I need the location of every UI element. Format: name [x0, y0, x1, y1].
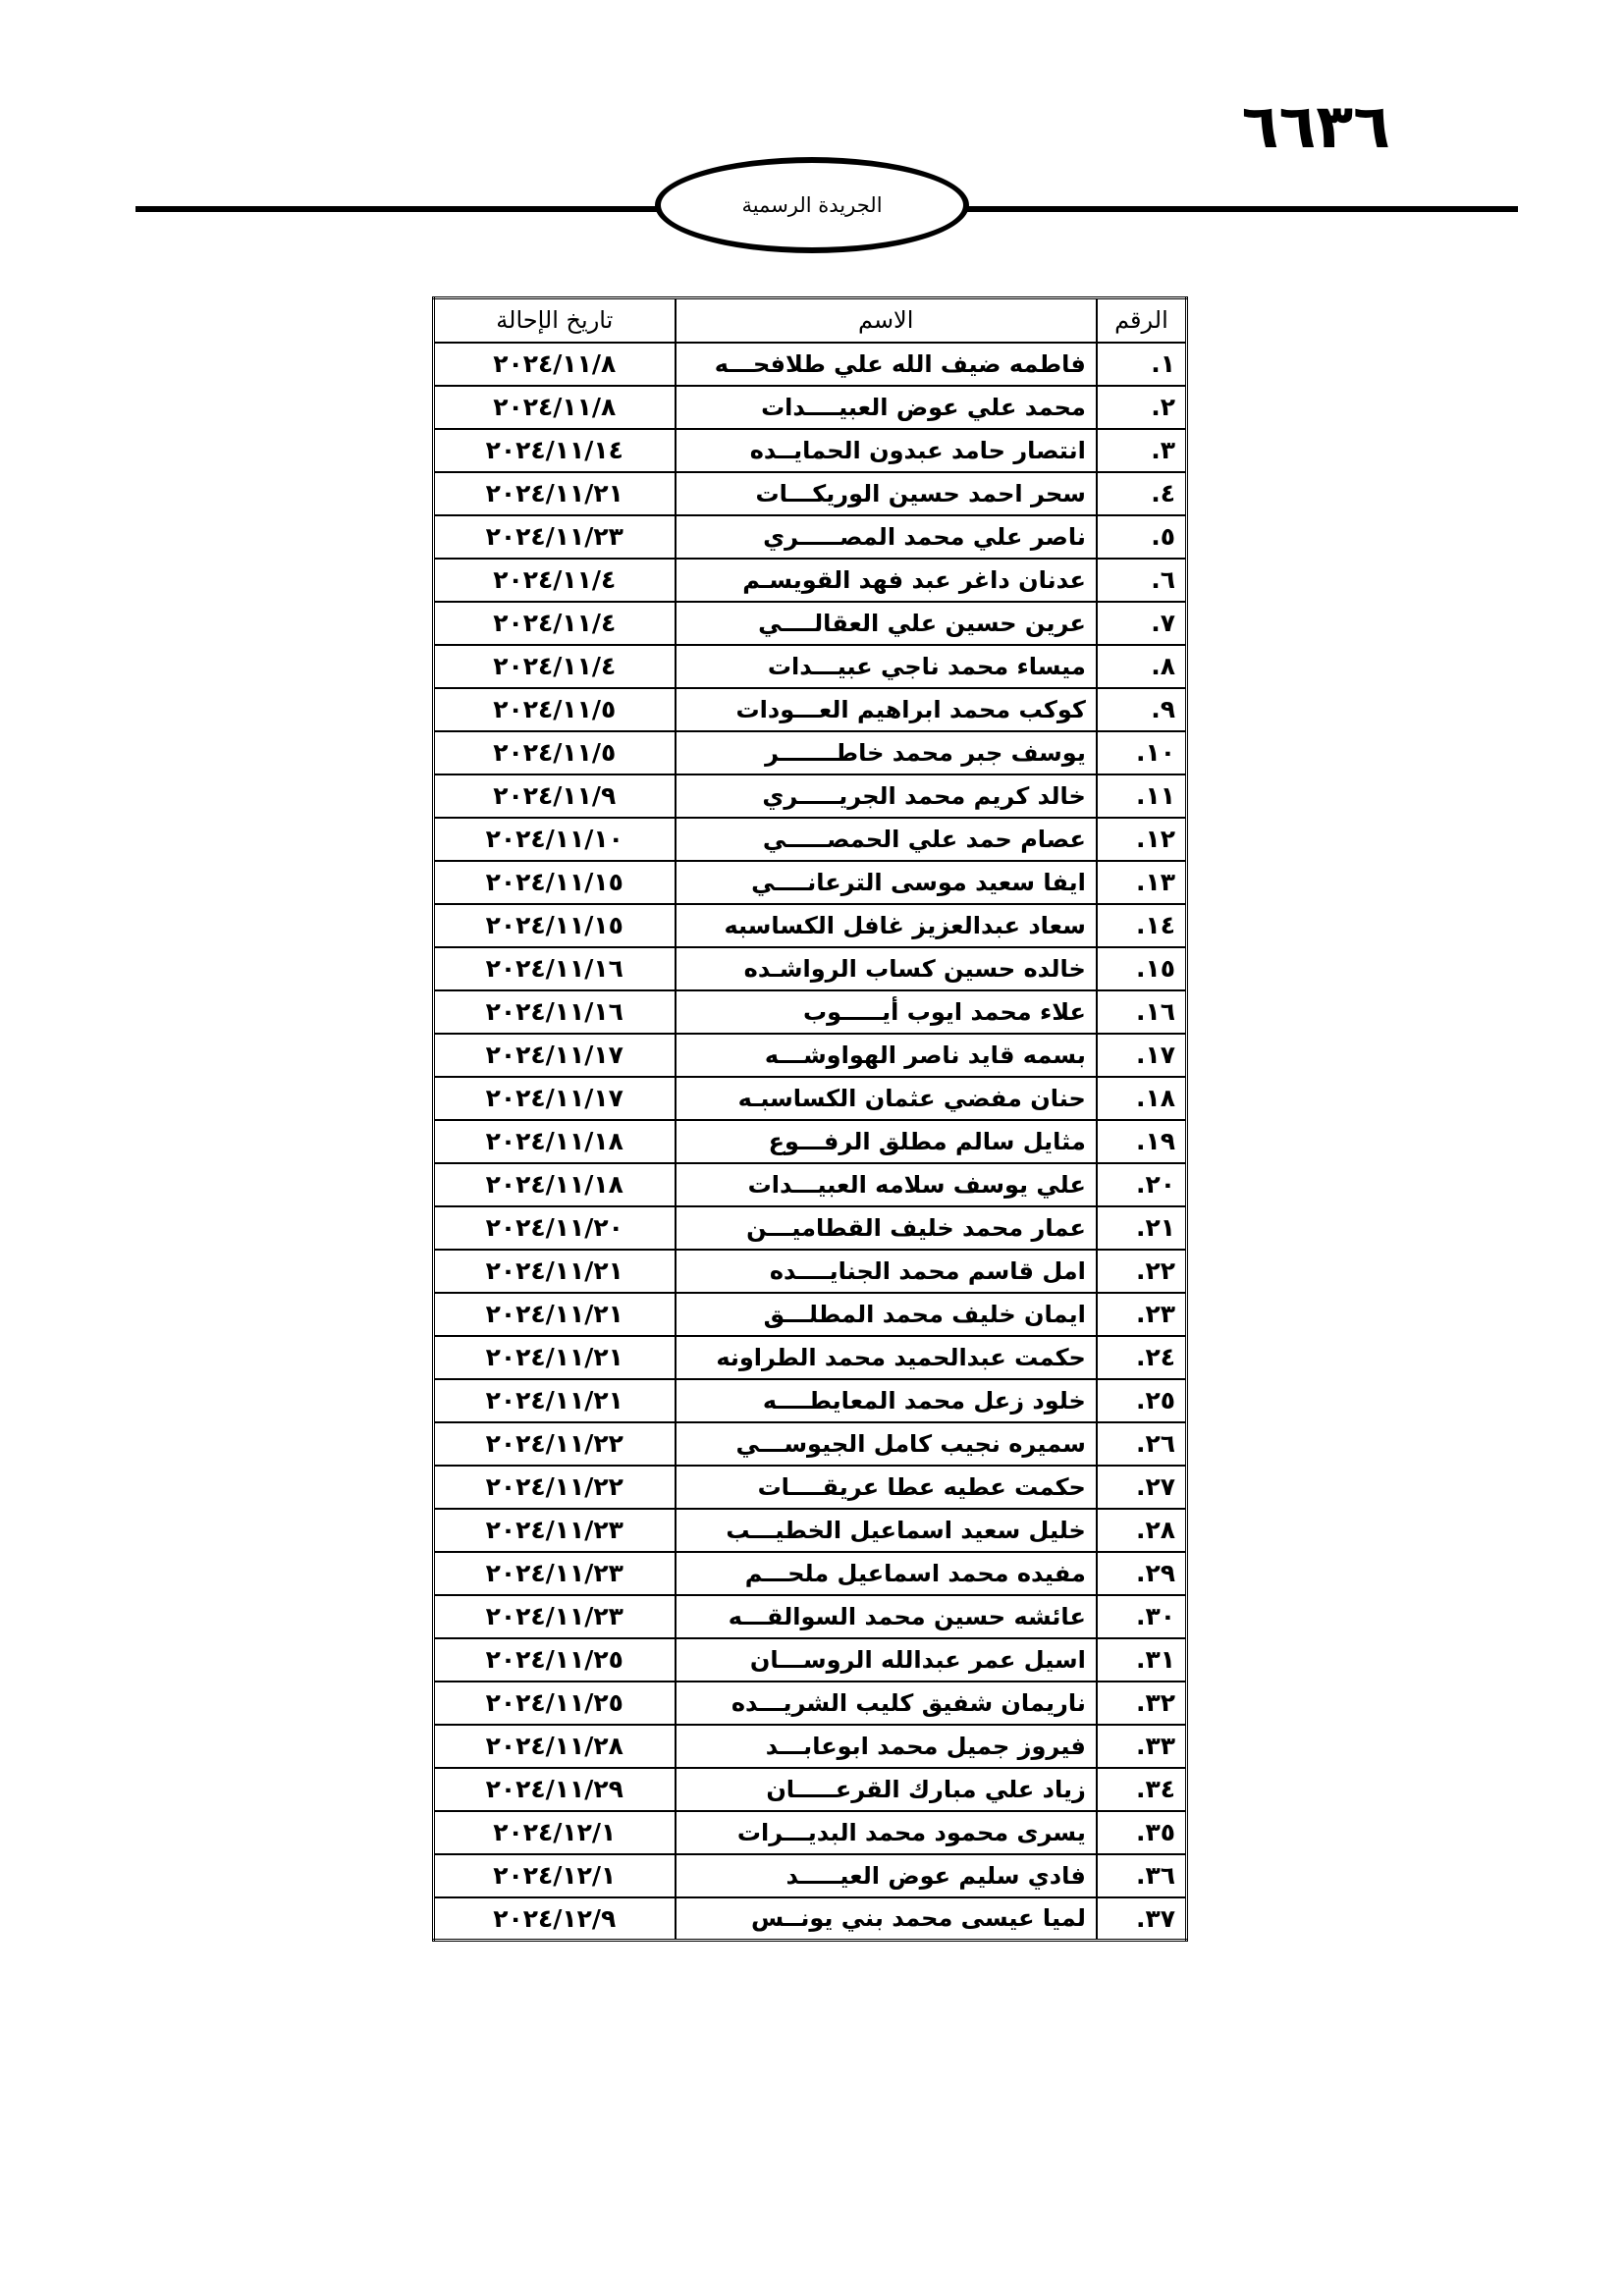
row-name: مثايل سالم مطلق الرفـــوع [676, 1120, 1097, 1163]
row-number: ١١. [1097, 774, 1187, 818]
row-date: ٢٠٢٤/١١/٢٨ [434, 1725, 676, 1768]
row-name: سعاد عبدالعزيز غافل الكساسبه [676, 904, 1097, 947]
records-table [432, 296, 1188, 1942]
table-row [434, 1163, 1187, 1206]
row-date: ٢٠٢٤/١١/٢٣ [434, 1552, 676, 1595]
row-name: ناريمان شفيق كليب الشريـــده [676, 1682, 1097, 1725]
row-date: ٢٠٢٤/١١/١٨ [434, 1120, 676, 1163]
table-row [434, 515, 1187, 559]
table-row [434, 1379, 1187, 1422]
row-number: ٣٧. [1097, 1897, 1187, 1941]
gazette-title-oval [655, 157, 969, 253]
table-row [434, 1768, 1187, 1811]
row-name: عصام حمد علي الحمصـــــي [676, 818, 1097, 861]
row-number: ٣. [1097, 429, 1187, 472]
row-name: فادي سليم عوض العيـــــد [676, 1854, 1097, 1897]
row-date: ٢٠٢٤/١١/٢٥ [434, 1638, 676, 1682]
row-name: يسرى محمود محمد البديـــرات [676, 1811, 1097, 1854]
row-date: ٢٠٢٤/١١/١٧ [434, 1034, 676, 1077]
row-date: ٢٠٢٤/١١/٥ [434, 731, 676, 774]
row-number: ٦. [1097, 559, 1187, 602]
row-name: فاطمه ضيف الله علي طلافحـــه [676, 343, 1097, 386]
row-number: ١٢. [1097, 818, 1187, 861]
row-name: علاء محمد ايوب أيـــــوب [676, 990, 1097, 1034]
row-date: ٢٠٢٤/١٢/١ [434, 1811, 676, 1854]
row-number: ١٧. [1097, 1034, 1187, 1077]
row-date: ٢٠٢٤/١١/١٥ [434, 904, 676, 947]
gazette-title: الجريدة الرسمية [741, 193, 883, 217]
row-name: حكمت عطيه عطا عريقــــات [676, 1466, 1097, 1509]
row-name: سميره نجيب كامل الجيوســـي [676, 1422, 1097, 1466]
row-number: ٣٣. [1097, 1725, 1187, 1768]
row-name: حكمت عبدالحميد محمد الطراونه [676, 1336, 1097, 1379]
table-row [434, 1422, 1187, 1466]
row-date: ٢٠٢٤/١١/٩ [434, 774, 676, 818]
page-number: ٦٦٣٦ [1241, 90, 1390, 162]
table-row [434, 1897, 1187, 1941]
row-name: فيروز جميل محمد ابوعابـــد [676, 1725, 1097, 1768]
row-date: ٢٠٢٤/١١/١٠ [434, 818, 676, 861]
table-row [434, 472, 1187, 515]
row-number: ١. [1097, 343, 1187, 386]
row-number: ٢٢. [1097, 1250, 1187, 1293]
row-date: ٢٠٢٤/١١/١٨ [434, 1163, 676, 1206]
row-date: ٢٠٢٤/١١/٢٠ [434, 1206, 676, 1250]
row-date: ٢٠٢٤/١١/٢١ [434, 1293, 676, 1336]
row-name: علي يوسف سلامه العبيـــدات [676, 1163, 1097, 1206]
table-row [434, 1077, 1187, 1120]
row-name: سحر احمد حسين الوريكـــات [676, 472, 1097, 515]
row-name: عرين حسين علي العقالــــي [676, 602, 1097, 645]
table-row [434, 774, 1187, 818]
row-name: خليل سعيد اسماعيل الخطيـــب [676, 1509, 1097, 1552]
row-name: ميساء محمد ناجي عبيـــدات [676, 645, 1097, 688]
row-name: يوسف جبر محمد خاطـــــــر [676, 731, 1097, 774]
row-date: ٢٠٢٤/١١/٢١ [434, 1336, 676, 1379]
table-row [434, 1725, 1187, 1768]
row-number: ٥. [1097, 515, 1187, 559]
row-date: ٢٠٢٤/١١/١٤ [434, 429, 676, 472]
table-row [434, 1120, 1187, 1163]
header-name: الاسم [676, 298, 1097, 343]
row-number: ٢٣. [1097, 1293, 1187, 1336]
row-date: ٢٠٢٤/١١/٨ [434, 343, 676, 386]
row-number: ١٦. [1097, 990, 1187, 1034]
row-date: ٢٠٢٤/١١/١٧ [434, 1077, 676, 1120]
row-name: خلود زعل محمد المعايطــــه [676, 1379, 1097, 1422]
row-number: ٢٦. [1097, 1422, 1187, 1466]
row-date: ٢٠٢٤/١١/٨ [434, 386, 676, 429]
table-row [434, 818, 1187, 861]
table-row [434, 1206, 1187, 1250]
row-name: زياد علي مبارك القرعـــــان [676, 1768, 1097, 1811]
row-date: ٢٠٢٤/١١/٢٥ [434, 1682, 676, 1725]
row-name: عدنان داغر عبد فهد القويسـم [676, 559, 1097, 602]
row-date: ٢٠٢٤/١١/١٦ [434, 990, 676, 1034]
table-row [434, 1595, 1187, 1638]
table-row [434, 1034, 1187, 1077]
row-number: ٤. [1097, 472, 1187, 515]
table-row [434, 990, 1187, 1034]
row-number: ٢٤. [1097, 1336, 1187, 1379]
table-row [434, 1552, 1187, 1595]
table-row [434, 1682, 1187, 1725]
table-row [434, 861, 1187, 904]
table-body [434, 343, 1187, 1941]
row-date: ٢٠٢٤/١١/٥ [434, 688, 676, 731]
row-number: ٢٥. [1097, 1379, 1187, 1422]
row-number: ٢٧. [1097, 1466, 1187, 1509]
table-row [434, 386, 1187, 429]
table-row [434, 947, 1187, 990]
row-name: ناصر علي محمد المصـــــري [676, 515, 1097, 559]
table-row [434, 1336, 1187, 1379]
row-number: ٢٩. [1097, 1552, 1187, 1595]
row-date: ٢٠٢٤/١١/٤ [434, 559, 676, 602]
table-row [434, 1466, 1187, 1509]
row-number: ٩. [1097, 688, 1187, 731]
table-row [434, 1638, 1187, 1682]
row-number: ٢٨. [1097, 1509, 1187, 1552]
row-date: ٢٠٢٤/١١/٢٢ [434, 1422, 676, 1466]
row-date: ٢٠٢٤/١١/٢٣ [434, 1509, 676, 1552]
row-date: ٢٠٢٤/١١/٢١ [434, 1379, 676, 1422]
row-number: ١٤. [1097, 904, 1187, 947]
row-number: ٢. [1097, 386, 1187, 429]
row-number: ١٨. [1097, 1077, 1187, 1120]
row-name: حنان مفضي عثمان الكساسبـه [676, 1077, 1097, 1120]
header-number: الرقم [1097, 298, 1187, 343]
row-name: امل قاسم محمد الجنايــــده [676, 1250, 1097, 1293]
row-date: ٢٠٢٤/١٢/١ [434, 1854, 676, 1897]
row-number: ١٩. [1097, 1120, 1187, 1163]
row-date: ٢٠٢٤/١٢/٩ [434, 1897, 676, 1941]
row-name: ايمان خليف محمد المطلـــق [676, 1293, 1097, 1336]
table-row [434, 688, 1187, 731]
row-number: ٧. [1097, 602, 1187, 645]
row-number: ٢١. [1097, 1206, 1187, 1250]
row-name: اسيل عمر عبدالله الروســـان [676, 1638, 1097, 1682]
row-name: بسمه قايد ناصر الهواوشـــه [676, 1034, 1097, 1077]
row-name: مفيده محمد اسماعيل ملحـــم [676, 1552, 1097, 1595]
table-row [434, 429, 1187, 472]
row-number: ١٣. [1097, 861, 1187, 904]
header-date: تاريخ الإحالة [434, 298, 676, 343]
table-row [434, 645, 1187, 688]
row-name: لميا عيسى محمد بني يونــس [676, 1897, 1097, 1941]
row-name: خالد كريم محمد الجريـــــري [676, 774, 1097, 818]
row-number: ٣١. [1097, 1638, 1187, 1682]
row-name: ايفا سعيد موسى الترعانــــي [676, 861, 1097, 904]
row-number: ٣٦. [1097, 1854, 1187, 1897]
row-name: عائشه حسين محمد السوالقـــه [676, 1595, 1097, 1638]
row-number: ٨. [1097, 645, 1187, 688]
row-name: انتصار حامد عبدون الحمايــده [676, 429, 1097, 472]
row-number: ١٥. [1097, 947, 1187, 990]
row-date: ٢٠٢٤/١١/٢٢ [434, 1466, 676, 1509]
row-name: كوكب محمد ابراهيم العـــودات [676, 688, 1097, 731]
table-row [434, 1509, 1187, 1552]
row-date: ٢٠٢٤/١١/٢٣ [434, 515, 676, 559]
row-number: ٣٠. [1097, 1595, 1187, 1638]
row-date: ٢٠٢٤/١١/٢٣ [434, 1595, 676, 1638]
table-row [434, 731, 1187, 774]
row-date: ٢٠٢٤/١١/١٦ [434, 947, 676, 990]
row-number: ١٠. [1097, 731, 1187, 774]
table-row [434, 1293, 1187, 1336]
table-row [434, 1811, 1187, 1854]
row-name: محمد علي عوض العبيــــدات [676, 386, 1097, 429]
row-date: ٢٠٢٤/١١/٢٩ [434, 1768, 676, 1811]
row-date: ٢٠٢٤/١١/٤ [434, 602, 676, 645]
table-row [434, 602, 1187, 645]
row-number: ٣٤. [1097, 1768, 1187, 1811]
row-date: ٢٠٢٤/١١/٢١ [434, 1250, 676, 1293]
row-number: ٢٠. [1097, 1163, 1187, 1206]
row-name: خالده حسين كساب الرواشـده [676, 947, 1097, 990]
table-row [434, 1250, 1187, 1293]
table-row [434, 343, 1187, 386]
row-name: عمار محمد خليف القطاميـــن [676, 1206, 1097, 1250]
table-row [434, 904, 1187, 947]
row-number: ٣٥. [1097, 1811, 1187, 1854]
table-row [434, 559, 1187, 602]
row-date: ٢٠٢٤/١١/١٥ [434, 861, 676, 904]
table-row [434, 1854, 1187, 1897]
row-date: ٢٠٢٤/١١/٢١ [434, 472, 676, 515]
row-date: ٢٠٢٤/١١/٤ [434, 645, 676, 688]
table-header-row [434, 298, 1187, 343]
row-number: ٣٢. [1097, 1682, 1187, 1725]
